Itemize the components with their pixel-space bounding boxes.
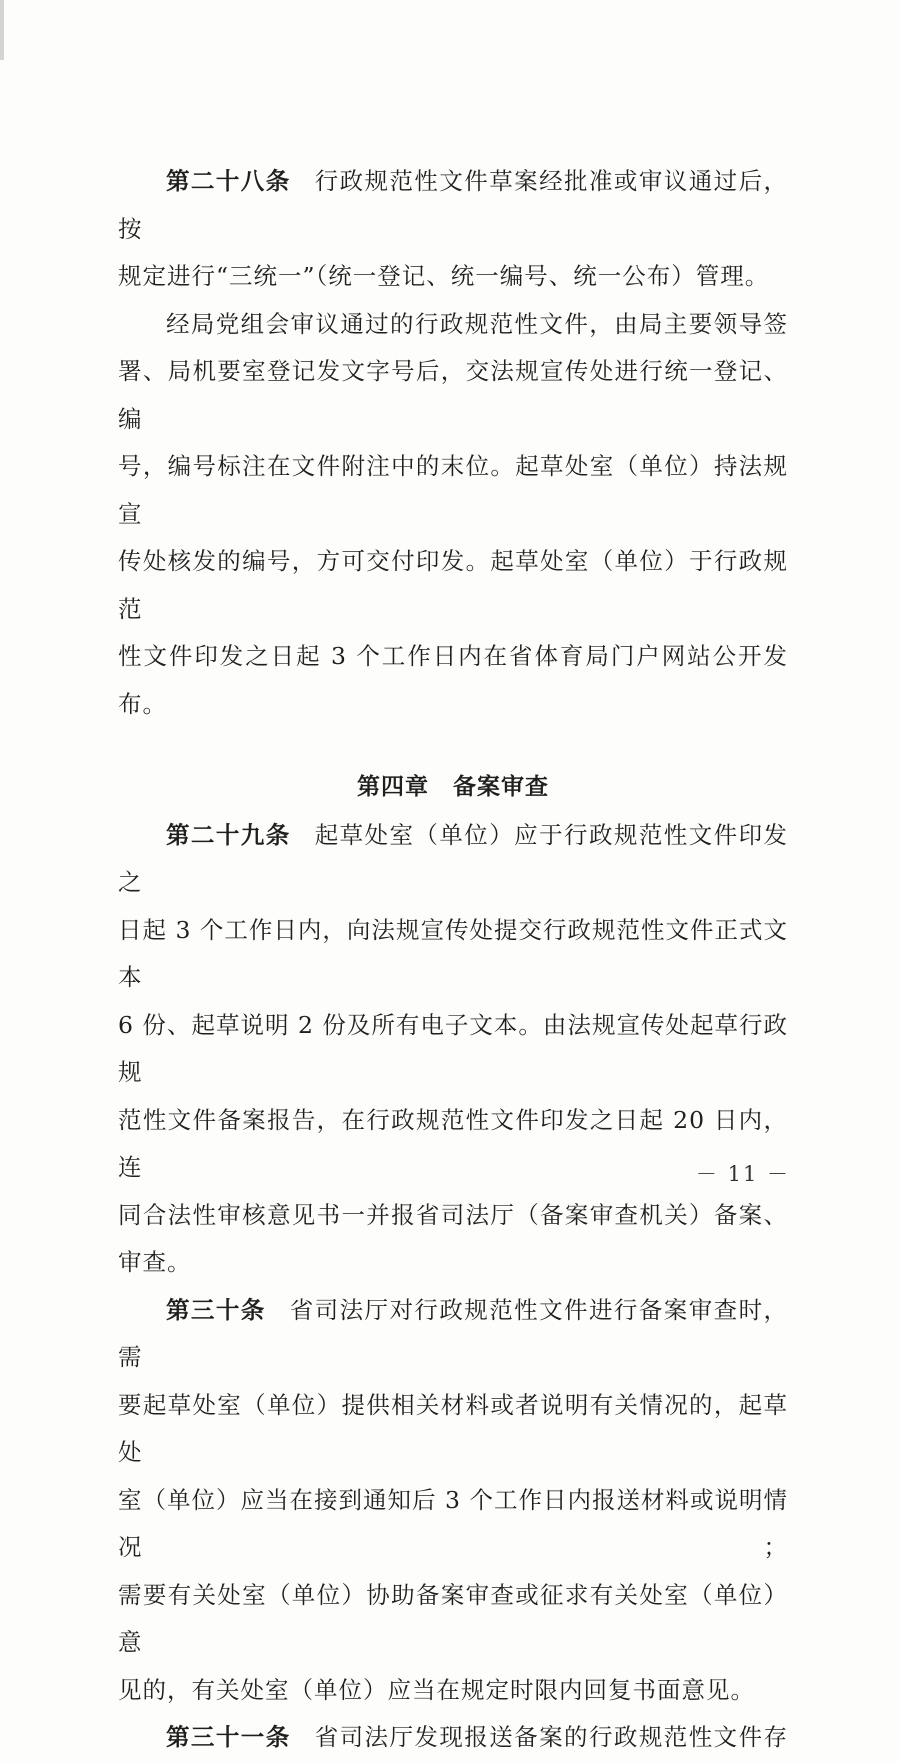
article-28-line-1 <box>118 158 788 253</box>
chapter-heading: 第四章 备案审查 <box>357 774 549 800</box>
article-29-label: 第二十九条 <box>166 820 291 849</box>
article-30-line-4: 需要有关处室（单位）协助备案审查或征求有关处室（单位）意 <box>118 1580 788 1656</box>
article-31-text: 省司法厅发现报送备案的行政规范性文件存 <box>314 1723 789 1751</box>
article-28-text: 行政规范性文件草案经批准或审议通过后，按 <box>118 167 789 243</box>
article-30-label: 第三十条 <box>166 1295 266 1324</box>
article-30-line-2: 要起草处室（单位）提供相关材料或者说明有关情况的，起草处 <box>118 1390 788 1466</box>
article-29-line-1 <box>118 812 788 907</box>
article-29-text: 起草处室（单位）应于行政规范性文件印发之 <box>118 820 789 896</box>
scan-edge-mark <box>0 0 4 60</box>
article-30-line-3: 室（单位）应当在接到通知后 3 个工作日内报送材料或说明情况； <box>118 1485 788 1561</box>
article-30-text: 省司法厅对行政规范性文件进行备案审查时，需 <box>118 1295 789 1371</box>
article-28-p2-line-2: 署、局机要室登记发文字号后，交法规宣传处进行统一登记、编 <box>118 357 788 433</box>
article-30-line-5: 见的，有关处室（单位）应当在规定时限内回复书面意见。 <box>118 1675 755 1704</box>
article-28-line-2: 规定进行“三统一”（统一登记、统一编号、统一公布）管理。 <box>118 262 770 290</box>
page-number: － 11 － <box>695 1162 790 1186</box>
article-28-p2-line-3: 号，编号标注在文件附注中的末位。起草处室（单位）持法规宣 <box>118 452 788 528</box>
article-28-p2-line-1: 经局党组会审议通过的行政规范性文件，由局主要领导签 <box>166 309 788 338</box>
article-28-p2-line-4: 传处核发的编号，方可交付印发。起草处室（单位）于行政规范 <box>118 547 788 623</box>
page-body <box>118 158 788 1762</box>
article-29-line-4: 范性文件备案报告，在行政规范性文件印发之日起 20 日内，连 <box>118 1105 788 1181</box>
article-31-line-1 <box>118 1714 788 1762</box>
article-29-line-6: 审查。 <box>118 1248 192 1276</box>
article-29-line-5: 同合法性审核意见书一并报省司法厅（备案审查机关）备案、 <box>118 1200 788 1229</box>
article-28-p2-line-5: 性文件印发之日起 3 个工作日内在省体育局门户网站公开发布。 <box>118 642 788 718</box>
section-gap <box>118 728 788 764</box>
article-28-label: 第二十八条 <box>166 167 291 195</box>
article-29-line-2: 日起 3 个工作日内，向法规宣传处提交行政规范性文件正式文本 <box>118 915 788 991</box>
article-31-label: 第三十一条 <box>166 1723 291 1751</box>
article-29-line-3: 6 份、起草说明 2 份及所有电子文本。由法规宣传处起草行政规 <box>118 1010 788 1086</box>
article-30-line-1 <box>118 1287 788 1382</box>
